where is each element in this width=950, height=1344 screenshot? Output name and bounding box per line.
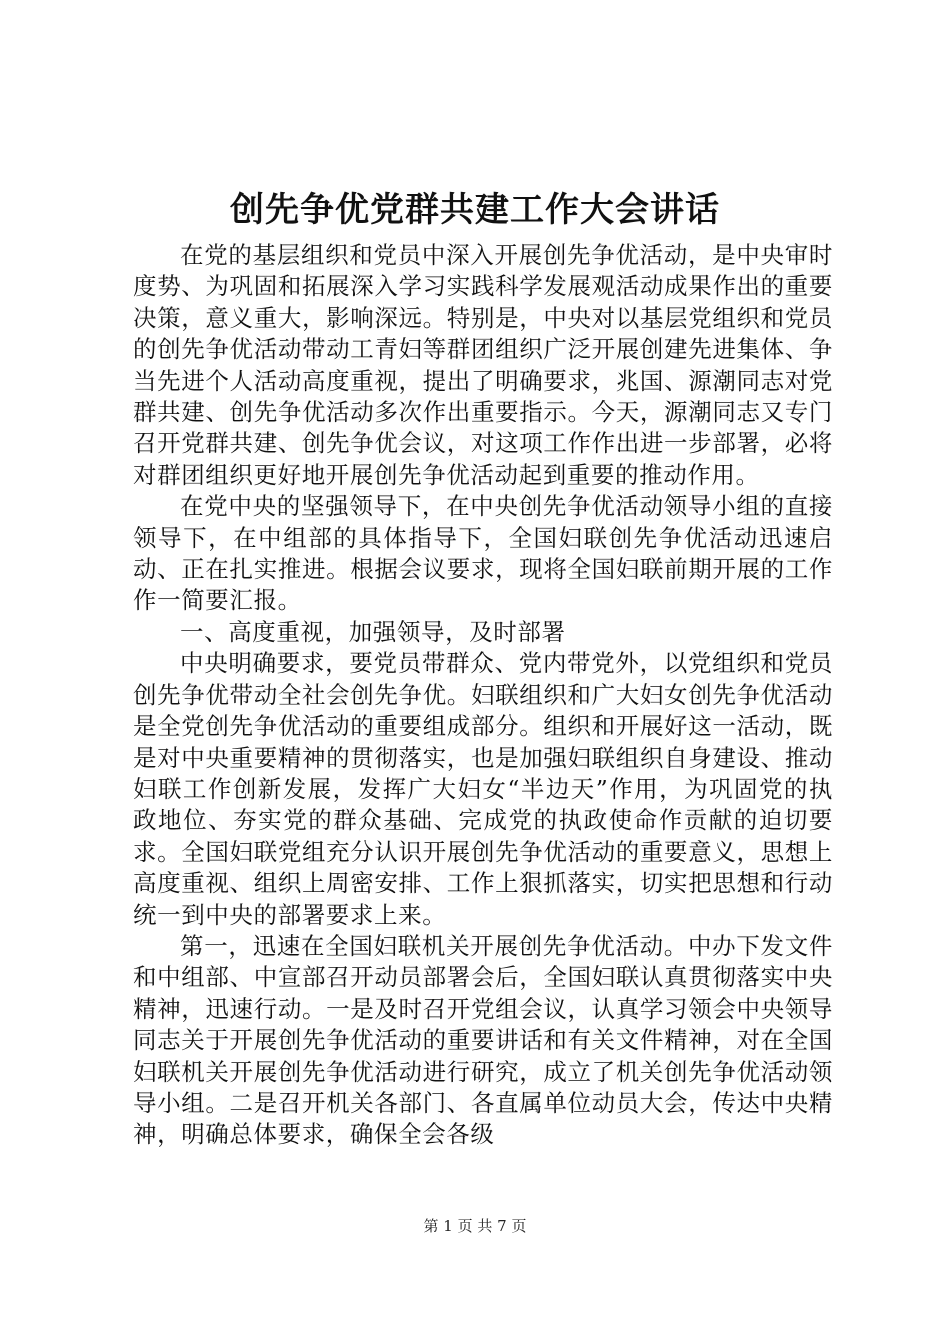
section-heading-1: 一、高度重视，加强领导，及时部署 xyxy=(180,617,566,646)
paragraph-3: 中央明确要求，要党员带群众、党内带党外，以党组织和党员创先争优带动全社会创先争优。妇联组织和广大妇女创先争优活动是全党创先争优活动的重要组成部分。组织和开展好这一活动，既是对中央重要精神的贯彻落实，也是加强妇联组织自身建设、推动妇联工作创新发展，发挥广大妇女“半边天”作用，为巩固党的执政地位、夯实党的群众基础、完成党的执政使命作贡献的迫切要求。全国妇联党组充分认识开展创先争优活动的重要意义，思想上高度重视、组织上周密安排、工作上狠抓落实，切实把思想和行动统一到中央的部署要求上来。 xyxy=(133,649,833,929)
paragraph-2: 在党中央的坚强领导下，在中央创先争优活动领导小组的直接领导下，在中组部的具体指导下，全国妇联创先争优活动迅速启动、正在扎实推进。根据会议要求，现将全国妇联前期开展的工作作一简要汇报。 xyxy=(133,492,833,615)
document-body xyxy=(133,240,833,1151)
page-number-footer: 第 1 页 共 7 页 xyxy=(423,1217,527,1235)
paragraph-4: 第一，迅速在全国妇联机关开展创先争优活动。中办下发文件和中组部、中宣部召开动员部署会后，全国妇联认真贯彻落实中央精神，迅速行动。一是及时召开党组会议，认真学习领会中央领导同志关于开展创先争优活动的重要讲话和有关文件精神，对在全国妇联机关开展创先争优活动进行研究，成立了机关创先争优活动领导小组。二是召开机关各部门、各直属单位动员大会，传达中央精神，明确总体要求，确保全会各级 xyxy=(133,931,833,1149)
paragraph-1: 在党的基层组织和党员中深入开展创先争优活动，是中央审时度势、为巩固和拓展深入学习实践科学发展观活动成果作出的重要决策，意义重大，影响深远。特别是，中央对以基层党组织和党员的创先争优活动带动工青妇等群团组织广泛开展创建先进集体、争当先进个人活动高度重视，提出了明确要求，兆国、源潮同志对党群共建、创先争优活动多次作出重要指示。今天，源潮同志又专门召开党群共建、创先争优会议，对这项工作作出进一步部署，必将对群团组织更好地开展创先争优活动起到重要的推动作用。 xyxy=(133,241,833,489)
document-title: 创先争优党群共建工作大会讲话 xyxy=(230,190,720,230)
